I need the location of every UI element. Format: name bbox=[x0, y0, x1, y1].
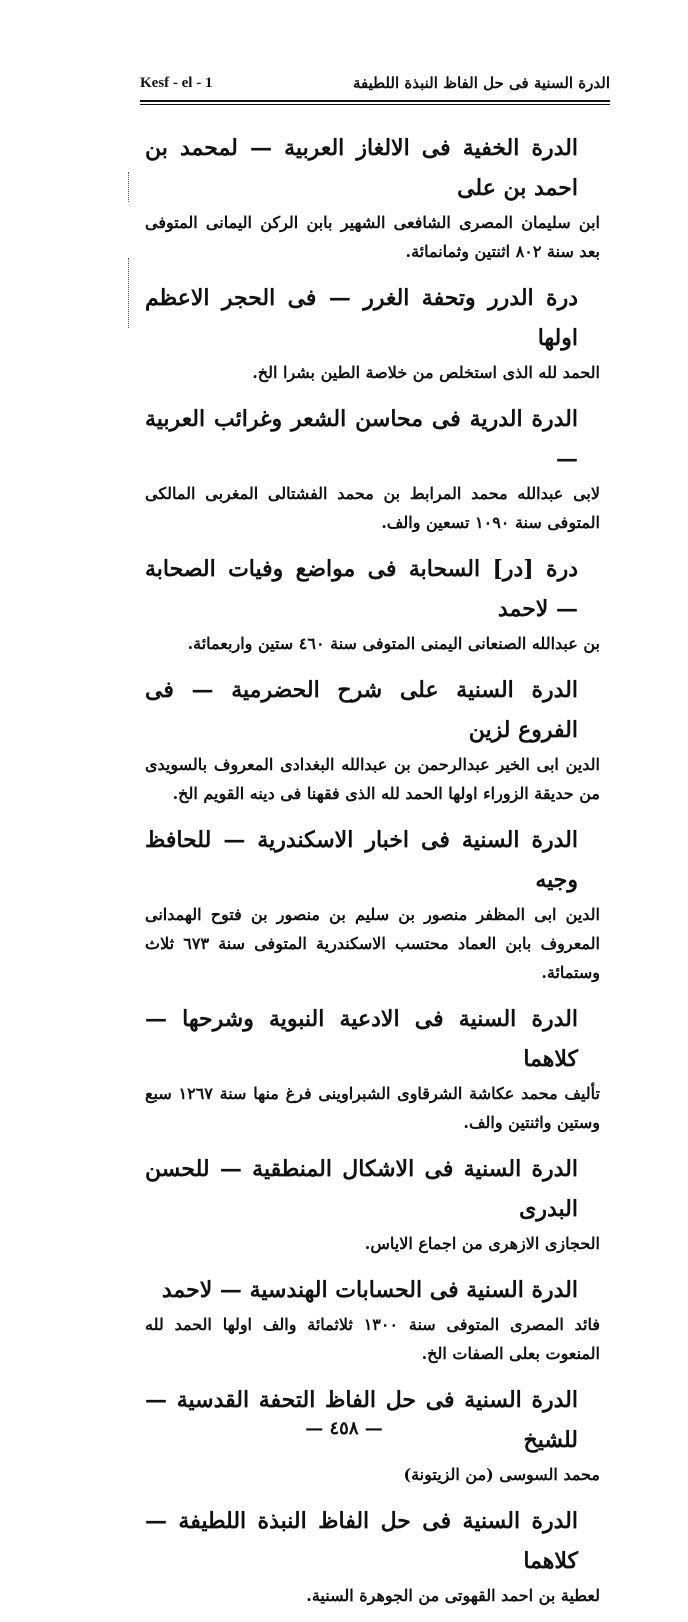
entry-title: درة [در] السحابة فى مواضع وفيات الصحابة — لاحمد bbox=[145, 556, 578, 622]
entry bbox=[145, 278, 600, 387]
margin-mark bbox=[128, 172, 130, 202]
entry-description: لعطية بن احمد القهوتى من الجوهرة السنية. bbox=[306, 1586, 600, 1605]
catalog-mark: Kesf - el - 1 bbox=[140, 74, 213, 91]
entry bbox=[145, 999, 600, 1137]
entry-title: الدرة الخفية فى الالغاز العربية — لمحمد بن احمد بن على bbox=[145, 135, 578, 201]
entry-list bbox=[145, 128, 600, 1622]
page-number: — ٤٥٨ — bbox=[305, 1418, 383, 1439]
entry-title: الدرة السنية على شرح الحضرمية — فى الفروع لزين bbox=[145, 677, 578, 743]
entry bbox=[145, 549, 600, 658]
entry-title: الدرة السنية فى الحسابات الهندسية — لاحمد bbox=[161, 1277, 578, 1303]
entry-title: الدرة السنية فى الاشكال المنطقية — للحسن البدرى bbox=[145, 1156, 578, 1222]
entry-description: فائد المصرى المتوفى سنة ١٣٠٠ ثلاثمائة والف اولها الحمد لله المنعوت بعلى الصفات الخ. bbox=[145, 1315, 600, 1363]
header-rule-thick bbox=[140, 100, 610, 102]
entry-title: الدرة السنية فى حل الفاظ النبذة اللطيفة — كلاهما bbox=[145, 1508, 578, 1574]
entry bbox=[145, 1501, 600, 1610]
entry-title: الدرة السنية فى اخبار الاسكندرية — للحافظ وجيه bbox=[145, 827, 578, 893]
entry bbox=[145, 670, 600, 808]
page-header bbox=[140, 70, 610, 96]
entry-description: الدين ابى المظفر منصور بن سليم بن منصور بن فتوح الهمدانى المعروف بابن العماد محتسب الاسكندرية المتوفى سنة ٦٧٣ ثلاث وستمائة. bbox=[145, 905, 600, 982]
entry bbox=[145, 820, 600, 987]
entry-description: الدين ابى الخير عبدالرحمن بن عبدالله البغدادى المعروف بالسويدى من حديقة الزوراء اولها الحمد لله الذى فقهنا فى دينه القويم الخ. bbox=[145, 755, 600, 803]
running-title: الدرة السنية فى حل الفاظ النبذة اللطيفة bbox=[352, 74, 610, 92]
entry-description: الحمد لله الذى استخلص من خلاصة الطين بشرا الخ. bbox=[252, 363, 600, 382]
entry bbox=[145, 399, 600, 537]
entry bbox=[145, 1149, 600, 1258]
entry-title: الدرة السنية فى حل الفاظ التحفة القدسية — للشيخ bbox=[145, 1387, 578, 1453]
header-rule-thin bbox=[140, 104, 610, 105]
entry-title: الدرة السنية فى الادعية النبوية وشرحها — كلاهما bbox=[145, 1006, 578, 1072]
margin-mark bbox=[128, 258, 130, 328]
entry-description: محمد السوسى (من الزيتونة) bbox=[403, 1465, 600, 1484]
entry-title: الدرة الدرية فى محاسن الشعر وغرائب العربية — bbox=[145, 406, 578, 472]
entry-description: الحجازى الازهرى من اجماع الاياس. bbox=[364, 1234, 600, 1253]
entry-description: بن عبدالله الصنعانى اليمنى المتوفى سنة ٤٦٠ ستين واربعمائة. bbox=[187, 634, 600, 653]
entry-description: ابن سليمان المصرى الشافعى الشهير بابن الركن اليمانى المتوفى بعد سنة ٨٠٢ اثنتين وثمانمائة. bbox=[145, 213, 600, 261]
entry bbox=[145, 128, 600, 266]
entry-description: لابى عبدالله محمد المرابط بن محمد الفشتالى المغربى المالكى المتوفى سنة ١٠٩٠ تسعين والف. bbox=[145, 484, 600, 532]
entry bbox=[145, 1270, 600, 1368]
entry-description: تأليف محمد عكاشة الشرقاوى الشبراوينى فرغ منها سنة ١٢٦٧ سبع وستين واثنتين والف. bbox=[145, 1084, 600, 1132]
entry-title: درة الدرر وتحفة الغرر — فى الحجر الاعظم اولها bbox=[145, 285, 578, 351]
